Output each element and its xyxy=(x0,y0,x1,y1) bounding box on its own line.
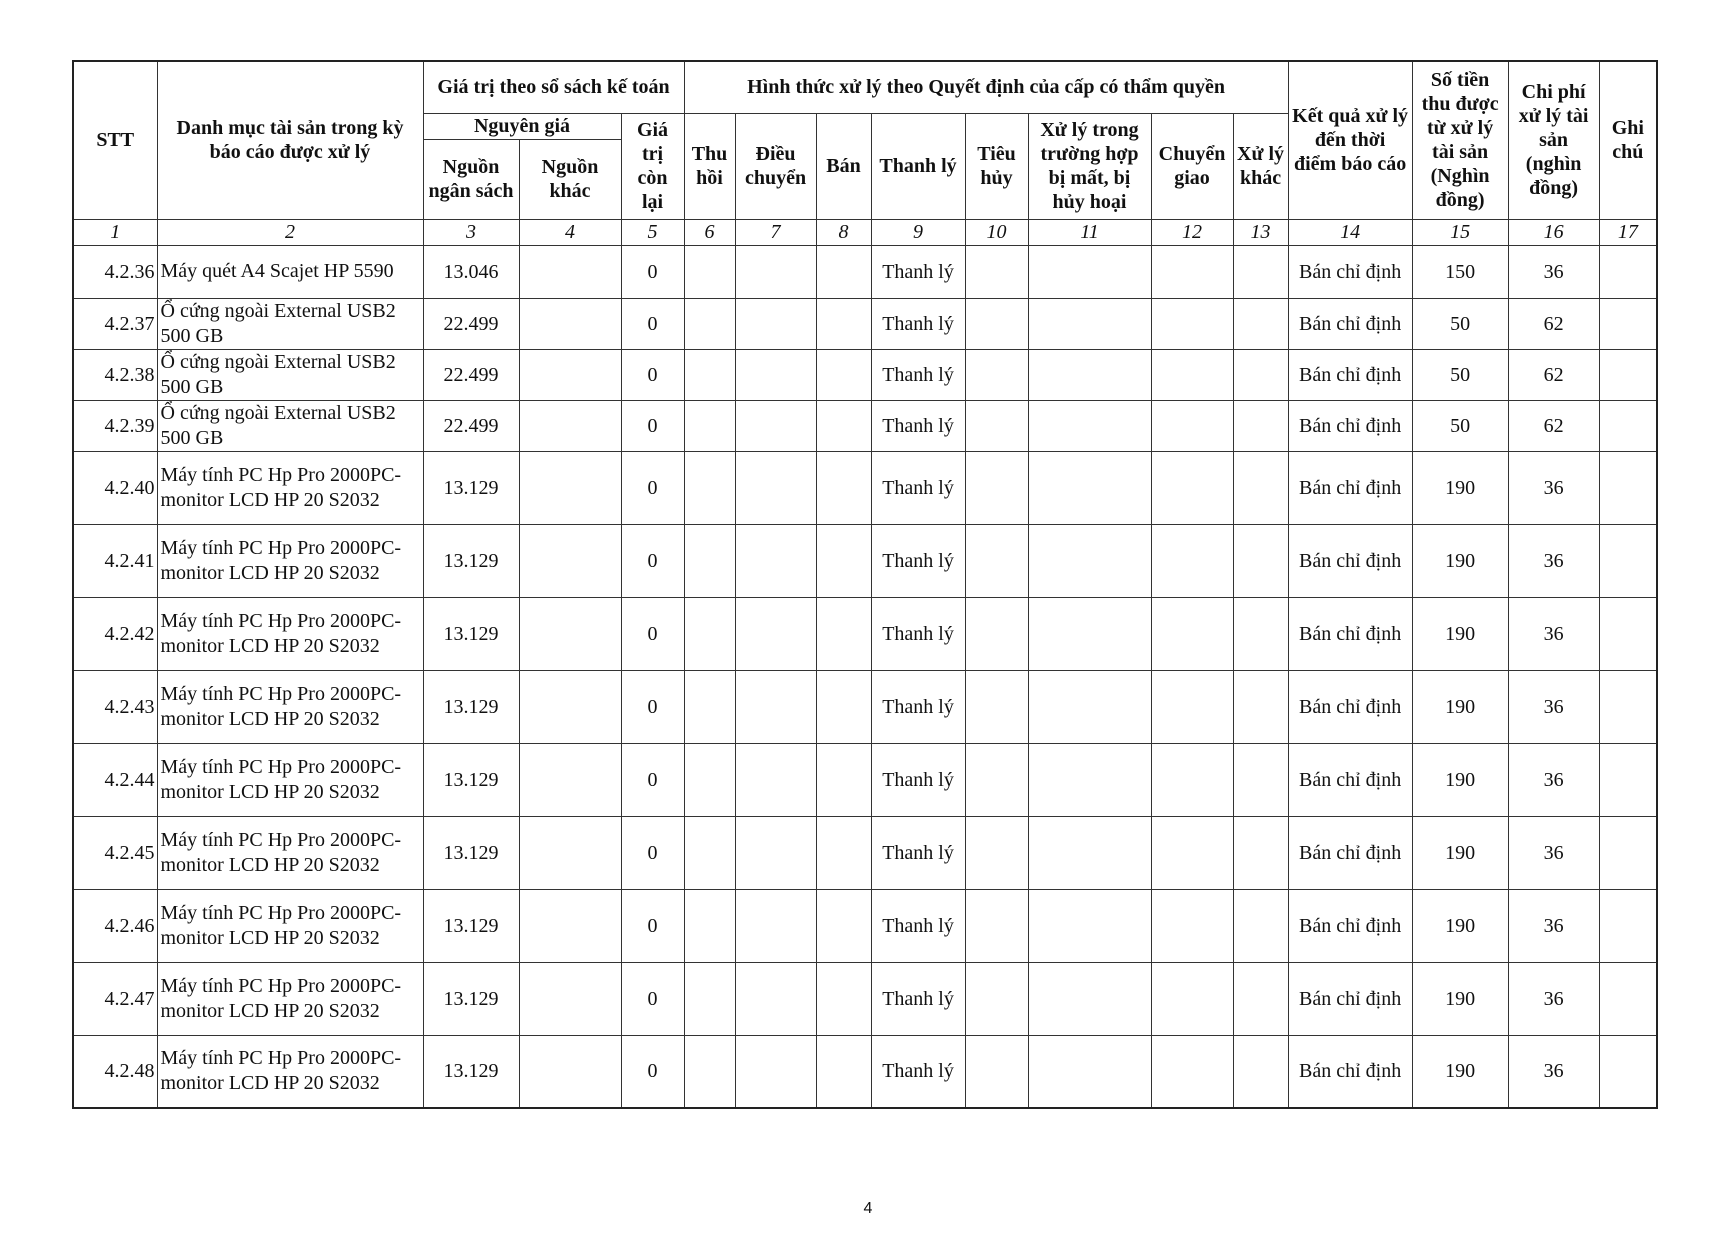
header-other-handling: Xử lý khác xyxy=(1233,113,1288,219)
cell-lost-damaged xyxy=(1028,670,1151,743)
asset-disposal-table xyxy=(72,60,1658,1109)
cell-other-source xyxy=(519,962,621,1035)
cell-other-source xyxy=(519,400,621,451)
cell-liquidation: Thanh lý xyxy=(871,1035,965,1108)
cell-lost-damaged xyxy=(1028,816,1151,889)
cell-asset-name: Ổ cứng ngoài External USB2 500 GB xyxy=(157,400,423,451)
cell-residual-value: 0 xyxy=(621,524,684,597)
cell-result: Bán chỉ định xyxy=(1288,889,1412,962)
column-number: 10 xyxy=(965,219,1028,245)
cell-result: Bán chỉ định xyxy=(1288,1035,1412,1108)
header-original-price: Nguyên giá xyxy=(423,113,621,139)
cell-stt: 4.2.46 xyxy=(73,889,157,962)
cell-proceeds: 190 xyxy=(1412,962,1508,1035)
cell-result: Bán chỉ định xyxy=(1288,298,1412,349)
cell-state-budget: 13.129 xyxy=(423,743,519,816)
cell-sell xyxy=(816,670,871,743)
cell-result: Bán chỉ định xyxy=(1288,962,1412,1035)
column-number: 12 xyxy=(1151,219,1233,245)
column-number: 8 xyxy=(816,219,871,245)
column-number: 14 xyxy=(1288,219,1412,245)
cell-asset-name: Máy tính PC Hp Pro 2000PC-monitor LCD HP 20 S2032 xyxy=(157,889,423,962)
cell-asset-name: Máy tính PC Hp Pro 2000PC-monitor LCD HP 20 S2032 xyxy=(157,670,423,743)
cell-state-budget: 13.129 xyxy=(423,451,519,524)
cell-proceeds: 190 xyxy=(1412,889,1508,962)
cell-state-budget: 13.129 xyxy=(423,1035,519,1108)
cell-sell xyxy=(816,451,871,524)
cell-other-handling xyxy=(1233,743,1288,816)
cell-other-source xyxy=(519,889,621,962)
cell-other-handling xyxy=(1233,1035,1288,1108)
cell-sell xyxy=(816,597,871,670)
cell-lost-damaged xyxy=(1028,1035,1151,1108)
cell-result: Bán chỉ định xyxy=(1288,524,1412,597)
cell-notes xyxy=(1599,245,1657,298)
cell-lost-damaged xyxy=(1028,889,1151,962)
cell-sell xyxy=(816,298,871,349)
cell-stt: 4.2.44 xyxy=(73,743,157,816)
cell-transfer xyxy=(735,245,816,298)
cell-destroy xyxy=(965,451,1028,524)
cell-result: Bán chỉ định xyxy=(1288,245,1412,298)
header-book-value: Giá trị theo sổ sách kế toán xyxy=(423,61,684,113)
cell-liquidation: Thanh lý xyxy=(871,816,965,889)
cell-lost-damaged xyxy=(1028,451,1151,524)
header-proceeds: Số tiền thu được từ xử lý tài sản (Nghìn đồng) xyxy=(1412,61,1508,219)
cell-asset-name: Máy tính PC Hp Pro 2000PC-monitor LCD HP 20 S2032 xyxy=(157,962,423,1035)
cell-cost: 36 xyxy=(1508,597,1599,670)
column-number: 15 xyxy=(1412,219,1508,245)
cell-notes xyxy=(1599,451,1657,524)
cell-proceeds: 190 xyxy=(1412,451,1508,524)
table-row xyxy=(73,889,1657,962)
table-row xyxy=(73,349,1657,400)
cell-other-handling xyxy=(1233,597,1288,670)
cell-proceeds: 190 xyxy=(1412,670,1508,743)
cell-recall xyxy=(684,349,735,400)
cell-notes xyxy=(1599,670,1657,743)
cell-sell xyxy=(816,400,871,451)
cell-other-handling xyxy=(1233,349,1288,400)
cell-notes xyxy=(1599,524,1657,597)
cell-proceeds: 190 xyxy=(1412,816,1508,889)
cell-state-budget: 22.499 xyxy=(423,298,519,349)
cell-other-handling xyxy=(1233,298,1288,349)
cell-sell xyxy=(816,743,871,816)
cell-proceeds: 190 xyxy=(1412,597,1508,670)
cell-destroy xyxy=(965,298,1028,349)
cell-other-source xyxy=(519,1035,621,1108)
cell-liquidation: Thanh lý xyxy=(871,670,965,743)
cell-handover xyxy=(1151,1035,1233,1108)
header-residual-value: Giá trị còn lại xyxy=(621,113,684,219)
cell-asset-name: Máy tính PC Hp Pro 2000PC-monitor LCD HP 20 S2032 xyxy=(157,1035,423,1108)
header-destroy: Tiêu hủy xyxy=(965,113,1028,219)
column-number: 13 xyxy=(1233,219,1288,245)
cell-residual-value: 0 xyxy=(621,962,684,1035)
cell-proceeds: 50 xyxy=(1412,298,1508,349)
column-number: 1 xyxy=(73,219,157,245)
column-number: 6 xyxy=(684,219,735,245)
header-processing-form: Hình thức xử lý theo Quyết định của cấp có thẩm quyền xyxy=(684,61,1288,113)
cell-notes xyxy=(1599,889,1657,962)
table-row xyxy=(73,400,1657,451)
header-state-budget: Nguồn ngân sách xyxy=(423,139,519,219)
cell-liquidation: Thanh lý xyxy=(871,400,965,451)
cell-notes xyxy=(1599,349,1657,400)
table-row xyxy=(73,962,1657,1035)
cell-cost: 36 xyxy=(1508,962,1599,1035)
header-handover: Chuyển giao xyxy=(1151,113,1233,219)
cell-other-source xyxy=(519,816,621,889)
cell-residual-value: 0 xyxy=(621,670,684,743)
cell-cost: 62 xyxy=(1508,400,1599,451)
column-number: 16 xyxy=(1508,219,1599,245)
cell-proceeds: 190 xyxy=(1412,524,1508,597)
table-row xyxy=(73,1035,1657,1108)
cell-result: Bán chỉ định xyxy=(1288,349,1412,400)
cell-transfer xyxy=(735,451,816,524)
cell-handover xyxy=(1151,889,1233,962)
cell-other-source xyxy=(519,349,621,400)
cell-destroy xyxy=(965,670,1028,743)
table-header xyxy=(73,61,1657,219)
column-number: 5 xyxy=(621,219,684,245)
cell-liquidation: Thanh lý xyxy=(871,889,965,962)
cell-liquidation: Thanh lý xyxy=(871,451,965,524)
cell-cost: 36 xyxy=(1508,1035,1599,1108)
cell-handover xyxy=(1151,245,1233,298)
cell-destroy xyxy=(965,816,1028,889)
cell-destroy xyxy=(965,962,1028,1035)
cell-destroy xyxy=(965,245,1028,298)
cell-lost-damaged xyxy=(1028,400,1151,451)
cell-proceeds: 50 xyxy=(1412,400,1508,451)
cell-destroy xyxy=(965,349,1028,400)
cell-proceeds: 150 xyxy=(1412,245,1508,298)
cell-sell xyxy=(816,524,871,597)
cell-destroy xyxy=(965,524,1028,597)
column-number: 4 xyxy=(519,219,621,245)
cell-residual-value: 0 xyxy=(621,245,684,298)
cell-residual-value: 0 xyxy=(621,597,684,670)
cell-sell xyxy=(816,816,871,889)
cell-handover xyxy=(1151,349,1233,400)
cell-notes xyxy=(1599,816,1657,889)
cell-asset-name: Máy tính PC Hp Pro 2000PC-monitor LCD HP 20 S2032 xyxy=(157,597,423,670)
cell-asset-name: Ổ cứng ngoài External USB2 500 GB xyxy=(157,298,423,349)
cell-recall xyxy=(684,245,735,298)
cell-notes xyxy=(1599,962,1657,1035)
cell-other-handling xyxy=(1233,245,1288,298)
cell-cost: 36 xyxy=(1508,451,1599,524)
column-number: 3 xyxy=(423,219,519,245)
cell-handover xyxy=(1151,400,1233,451)
cell-lost-damaged xyxy=(1028,245,1151,298)
cell-asset-name: Máy tính PC Hp Pro 2000PC-monitor LCD HP 20 S2032 xyxy=(157,524,423,597)
cell-sell xyxy=(816,349,871,400)
cell-stt: 4.2.38 xyxy=(73,349,157,400)
cell-other-handling xyxy=(1233,400,1288,451)
cell-other-source xyxy=(519,524,621,597)
cell-stt: 4.2.40 xyxy=(73,451,157,524)
cell-recall xyxy=(684,597,735,670)
cell-liquidation: Thanh lý xyxy=(871,524,965,597)
cell-destroy xyxy=(965,1035,1028,1108)
cell-lost-damaged xyxy=(1028,524,1151,597)
cell-handover xyxy=(1151,451,1233,524)
cell-notes xyxy=(1599,597,1657,670)
cell-notes xyxy=(1599,1035,1657,1108)
column-number: 9 xyxy=(871,219,965,245)
column-number: 2 xyxy=(157,219,423,245)
cell-sell xyxy=(816,962,871,1035)
cell-result: Bán chỉ định xyxy=(1288,400,1412,451)
cell-recall xyxy=(684,400,735,451)
cell-residual-value: 0 xyxy=(621,400,684,451)
cell-liquidation: Thanh lý xyxy=(871,245,965,298)
cell-stt: 4.2.47 xyxy=(73,962,157,1035)
cell-handover xyxy=(1151,743,1233,816)
cell-recall xyxy=(684,670,735,743)
cell-other-handling xyxy=(1233,816,1288,889)
cell-other-handling xyxy=(1233,451,1288,524)
cell-other-handling xyxy=(1233,889,1288,962)
cell-destroy xyxy=(965,743,1028,816)
cell-other-source xyxy=(519,670,621,743)
cell-other-handling xyxy=(1233,670,1288,743)
header-lost-damaged: Xử lý trong trường hợp bị mất, bị hủy hoại xyxy=(1028,113,1151,219)
cell-notes xyxy=(1599,400,1657,451)
cell-cost: 36 xyxy=(1508,816,1599,889)
cell-residual-value: 0 xyxy=(621,451,684,524)
cell-other-source xyxy=(519,451,621,524)
cell-transfer xyxy=(735,349,816,400)
cell-notes xyxy=(1599,743,1657,816)
header-asset-list: Danh mục tài sản trong kỳ báo cáo được xử lý xyxy=(157,61,423,219)
cell-state-budget: 22.499 xyxy=(423,400,519,451)
cell-other-handling xyxy=(1233,524,1288,597)
cell-result: Bán chỉ định xyxy=(1288,816,1412,889)
cell-notes xyxy=(1599,298,1657,349)
cell-result: Bán chỉ định xyxy=(1288,451,1412,524)
cell-recall xyxy=(684,451,735,524)
cell-proceeds: 190 xyxy=(1412,743,1508,816)
header-notes: Ghi chú xyxy=(1599,61,1657,219)
cell-state-budget: 13.129 xyxy=(423,962,519,1035)
cell-lost-damaged xyxy=(1028,962,1151,1035)
cell-recall xyxy=(684,524,735,597)
cell-residual-value: 0 xyxy=(621,298,684,349)
cell-transfer xyxy=(735,597,816,670)
cell-handover xyxy=(1151,298,1233,349)
header-other-source: Nguồn khác xyxy=(519,139,621,219)
table-row xyxy=(73,743,1657,816)
header-sell: Bán xyxy=(816,113,871,219)
cell-sell xyxy=(816,889,871,962)
cell-handover xyxy=(1151,670,1233,743)
cell-transfer xyxy=(735,816,816,889)
cell-state-budget: 13.129 xyxy=(423,889,519,962)
cell-stt: 4.2.41 xyxy=(73,524,157,597)
page-number: 4 xyxy=(863,1200,873,1217)
header-result: Kết quả xử lý đến thời điểm báo cáo xyxy=(1288,61,1412,219)
cell-asset-name: Ổ cứng ngoài External USB2 500 GB xyxy=(157,349,423,400)
cell-other-source xyxy=(519,298,621,349)
cell-transfer xyxy=(735,524,816,597)
cell-transfer xyxy=(735,298,816,349)
cell-proceeds: 50 xyxy=(1412,349,1508,400)
cell-lost-damaged xyxy=(1028,597,1151,670)
cell-destroy xyxy=(965,597,1028,670)
column-number: 7 xyxy=(735,219,816,245)
cell-cost: 36 xyxy=(1508,889,1599,962)
cell-residual-value: 0 xyxy=(621,743,684,816)
cell-other-source xyxy=(519,245,621,298)
cell-liquidation: Thanh lý xyxy=(871,298,965,349)
cell-destroy xyxy=(965,400,1028,451)
cell-state-budget: 13.129 xyxy=(423,597,519,670)
cell-stt: 4.2.39 xyxy=(73,400,157,451)
cell-handover xyxy=(1151,597,1233,670)
cell-handover xyxy=(1151,524,1233,597)
cell-residual-value: 0 xyxy=(621,889,684,962)
header-cost: Chi phí xử lý tài sản (nghìn đồng) xyxy=(1508,61,1599,219)
cell-recall xyxy=(684,743,735,816)
cell-liquidation: Thanh lý xyxy=(871,597,965,670)
cell-recall xyxy=(684,298,735,349)
column-number: 11 xyxy=(1028,219,1151,245)
cell-recall xyxy=(684,816,735,889)
header-stt: STT xyxy=(73,61,157,219)
cell-cost: 36 xyxy=(1508,743,1599,816)
table-row xyxy=(73,524,1657,597)
cell-destroy xyxy=(965,889,1028,962)
cell-transfer xyxy=(735,743,816,816)
cell-handover xyxy=(1151,962,1233,1035)
column-number: 17 xyxy=(1599,219,1657,245)
table-body xyxy=(73,219,1657,1108)
table-row xyxy=(73,245,1657,298)
cell-sell xyxy=(816,1035,871,1108)
cell-recall xyxy=(684,962,735,1035)
column-number-row xyxy=(73,219,1657,245)
cell-other-source xyxy=(519,597,621,670)
header-liquidation: Thanh lý xyxy=(871,113,965,219)
cell-result: Bán chỉ định xyxy=(1288,743,1412,816)
cell-stt: 4.2.48 xyxy=(73,1035,157,1108)
cell-liquidation: Thanh lý xyxy=(871,743,965,816)
cell-asset-name: Máy tính PC Hp Pro 2000PC-monitor LCD HP 20 S2032 xyxy=(157,451,423,524)
cell-cost: 62 xyxy=(1508,298,1599,349)
cell-transfer xyxy=(735,889,816,962)
cell-stt: 4.2.43 xyxy=(73,670,157,743)
cell-stt: 4.2.42 xyxy=(73,597,157,670)
cell-transfer xyxy=(735,400,816,451)
cell-transfer xyxy=(735,1035,816,1108)
cell-liquidation: Thanh lý xyxy=(871,962,965,1035)
cell-residual-value: 0 xyxy=(621,349,684,400)
cell-residual-value: 0 xyxy=(621,1035,684,1108)
cell-result: Bán chỉ định xyxy=(1288,670,1412,743)
cell-lost-damaged xyxy=(1028,743,1151,816)
cell-asset-name: Máy tính PC Hp Pro 2000PC-monitor LCD HP 20 S2032 xyxy=(157,816,423,889)
cell-recall xyxy=(684,889,735,962)
cell-transfer xyxy=(735,962,816,1035)
cell-proceeds: 190 xyxy=(1412,1035,1508,1108)
cell-other-handling xyxy=(1233,962,1288,1035)
cell-cost: 36 xyxy=(1508,245,1599,298)
cell-stt: 4.2.37 xyxy=(73,298,157,349)
header-transfer: Điều chuyển xyxy=(735,113,816,219)
table-row xyxy=(73,670,1657,743)
cell-asset-name: Máy tính PC Hp Pro 2000PC-monitor LCD HP 20 S2032 xyxy=(157,743,423,816)
table-row xyxy=(73,597,1657,670)
cell-stt: 4.2.45 xyxy=(73,816,157,889)
cell-cost: 62 xyxy=(1508,349,1599,400)
cell-state-budget: 13.129 xyxy=(423,670,519,743)
cell-state-budget: 22.499 xyxy=(423,349,519,400)
cell-sell xyxy=(816,245,871,298)
cell-cost: 36 xyxy=(1508,524,1599,597)
cell-cost: 36 xyxy=(1508,670,1599,743)
cell-transfer xyxy=(735,670,816,743)
table-row xyxy=(73,298,1657,349)
cell-recall xyxy=(684,1035,735,1108)
cell-stt: 4.2.36 xyxy=(73,245,157,298)
cell-result: Bán chỉ định xyxy=(1288,597,1412,670)
cell-lost-damaged xyxy=(1028,349,1151,400)
cell-state-budget: 13.129 xyxy=(423,524,519,597)
cell-lost-damaged xyxy=(1028,298,1151,349)
cell-residual-value: 0 xyxy=(621,816,684,889)
table-row xyxy=(73,451,1657,524)
cell-other-source xyxy=(519,743,621,816)
table-row xyxy=(73,816,1657,889)
cell-asset-name: Máy quét A4 Scajet HP 5590 xyxy=(157,245,423,298)
cell-state-budget: 13.046 xyxy=(423,245,519,298)
header-recall: Thu hồi xyxy=(684,113,735,219)
cell-state-budget: 13.129 xyxy=(423,816,519,889)
cell-liquidation: Thanh lý xyxy=(871,349,965,400)
cell-handover xyxy=(1151,816,1233,889)
